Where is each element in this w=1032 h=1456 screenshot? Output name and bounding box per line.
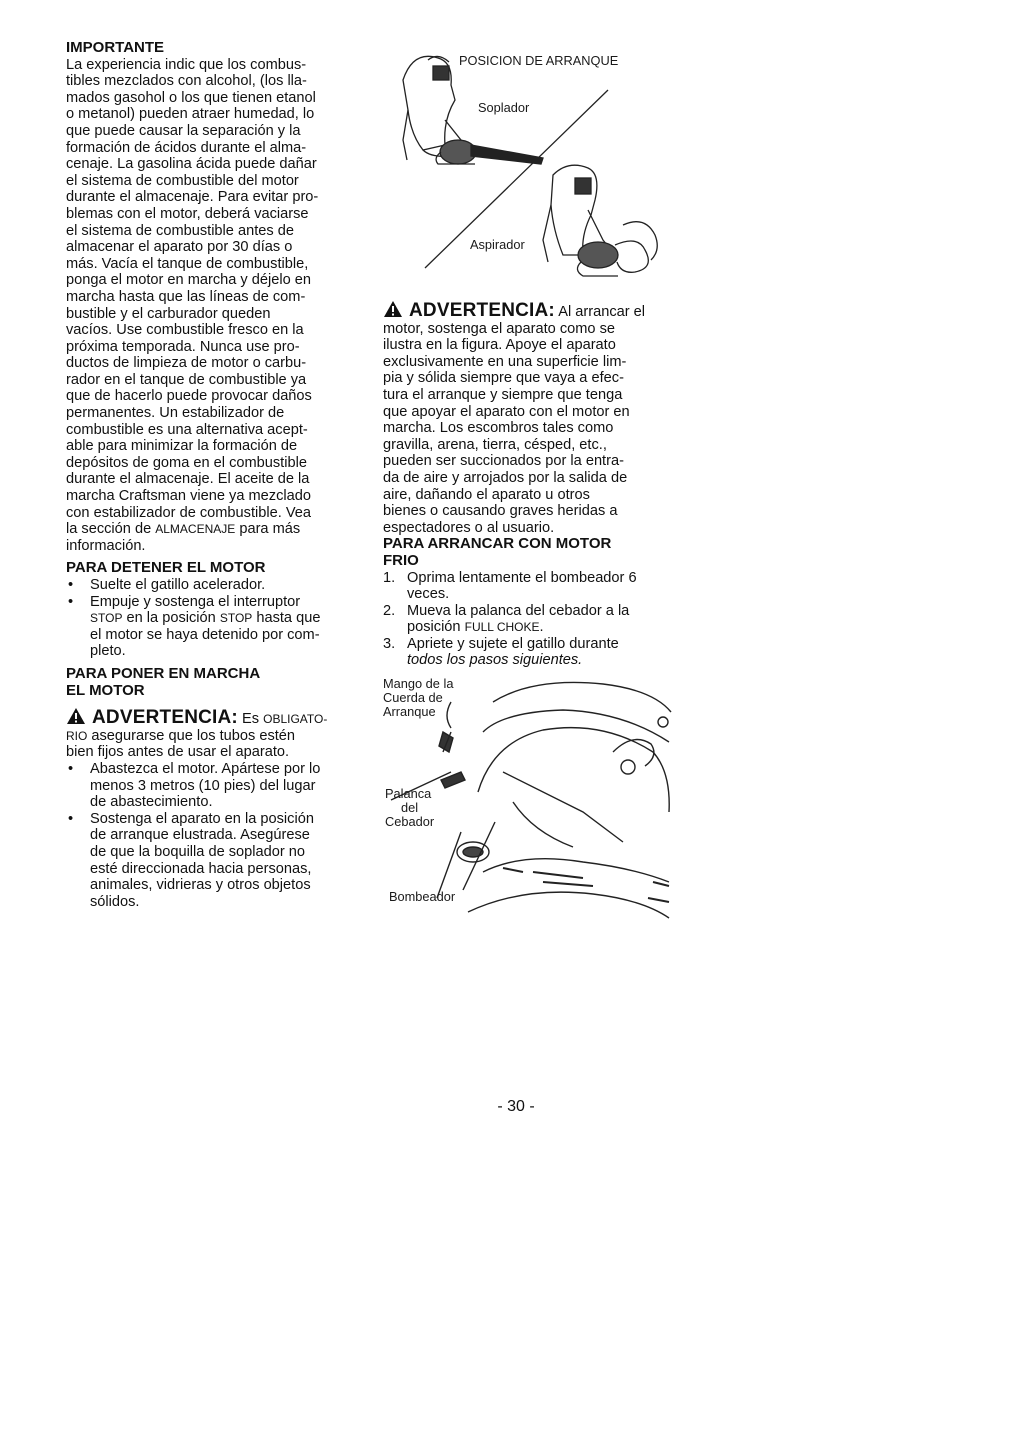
importante-line: cenaje. La gasolina ácida puede dañar (66, 156, 317, 173)
importante-line: combustible es una alternativa acept- (66, 421, 308, 438)
importante-line: almacenar el aparato por 30 días o (66, 239, 293, 256)
importante-line: blemas con el motor, deberá vaciarse (66, 205, 309, 222)
warning-1-line-2: RIO asegurarse que los tubos estén (66, 727, 296, 744)
warning-2-line: ilustra en la figura. Apoye el aparato (383, 337, 616, 354)
frio-heading-line-1: PARA ARRANCAR CON MOTOR (383, 535, 612, 553)
importante-line: permanentes. Un estabilizador de (66, 405, 285, 422)
detener-heading: PARA DETENER EL MOTOR (66, 559, 266, 577)
importante-line: que puede causar la separación y la (66, 122, 301, 139)
step-1: 1. Oprima lentamente el bombeador 6 veces. (383, 569, 637, 603)
importante-line: formación de ácidos durante el alma- (66, 139, 307, 156)
warning-2-paragraph (383, 321, 668, 537)
starting-position-figure (383, 40, 673, 290)
warning-2-line: marcha. Los escombros tales como (383, 420, 614, 437)
importante-line: marcha hasta que las líneas de com- (66, 288, 306, 305)
frio-heading-line-2: FRIO (383, 551, 419, 569)
warning-2-line: bienes o causando graves heridas a (383, 503, 618, 520)
warning-1: ADVERTENCIA: Es OBLIGATO- (66, 707, 366, 728)
importante-line: bustible y el carburador queden (66, 305, 271, 322)
importante-end-line: información. (66, 537, 146, 554)
importante-last-line: la sección de ALMACENAJE para más (66, 521, 301, 538)
step-3: 3. Apriete y sujete el gatillo durante todos los pasos siguientes. (383, 635, 619, 669)
importante-line: más. Vacía el tanque de combustible, (66, 255, 309, 272)
importante-line: tibles mezclados con alcohol, (los lla- (66, 73, 307, 90)
bullet-sostenga-line: animales, vidrieras y otros objetos (90, 877, 311, 894)
bullet-sostenga: • Sostenga el aparato en la posición de arranque elustrada. Asegúrese de que la boquilla de soplador no esté direccionada hacia personas, animales, vidrieras y otros objetos sólidos. (66, 811, 366, 911)
warning-2-line: tura el arranque y siempre que tenga (383, 386, 623, 403)
page-number: - 30 - (497, 1098, 535, 1115)
bullet-sostenga-line: sólidos. (90, 893, 140, 910)
bullet-sostenga-line: de arranque elustrada. Asegúrese (90, 827, 310, 844)
importante-line: ponga el motor en marcha y déjelo en (66, 272, 312, 289)
label-bombeador: Bombeador (389, 889, 456, 904)
importante-line: able para minimizar la formación de (66, 438, 298, 455)
warning-2-line: espectadores o al usuario. (383, 519, 555, 536)
warning-2-line: que apoyar el aparato con el motor en (383, 403, 630, 420)
bullet-abastezca-line: Abastezca el motor. Apártese por lo (90, 760, 321, 777)
label-mango: Mango de la Cuerda de Arranque (383, 676, 454, 719)
warning-1-line-3: bien fijos antes de usar el aparato. (66, 744, 290, 761)
warning-2-line: da de aire y arrojados por la salida de (383, 469, 628, 486)
poner-heading-line-1: PARA PONER EN MARCHA (66, 664, 261, 682)
importante-line: el sistema de combustible del motor (66, 172, 299, 189)
warning-2-line: gravilla, arena, tierra, césped, etc., (383, 436, 607, 453)
poner-heading-line-2: EL MOTOR (66, 681, 145, 699)
importante-line: mados gasohol o los que tienen etanol (66, 89, 316, 106)
label-soplador: Soplador (478, 100, 530, 115)
warning-2-line: motor, sostenga el aparato como se (383, 320, 616, 337)
importante-paragraph (66, 57, 366, 522)
importante-line: rador en el tanque de combustible ya (66, 371, 307, 388)
detener-bullet-1: • Suelte el gatillo acelerador. (68, 577, 266, 593)
left-column (66, 40, 366, 910)
importante-line: con estabilizador de combustible. Vea (66, 504, 312, 521)
engine-controls-figure (383, 672, 673, 934)
bullet-sostenga-line: Sostenga el aparato en la posición (90, 810, 314, 827)
bullet-abastezca-line: menos 3 metros (10 pies) del lugar (90, 777, 316, 794)
importante-line: ductos de limpieza de motor o carbu- (66, 355, 307, 372)
step-2: 2. Mueva la palanca del cebador a la posición FULL CHOKE. (383, 602, 630, 636)
importante-line: durante el almacenaje. El aceite de la (66, 471, 310, 488)
importante-line: La experiencia indic que los combus- (66, 56, 307, 73)
bullet-abastezca: • Abastezca el motor. Apártese por lo menos 3 metros (10 pies) del lugar de abastecimiento. (66, 761, 366, 811)
label-palanca: Palanca del Cebador (385, 786, 435, 829)
starting-position-illustration (383, 40, 673, 290)
warning-triangle-icon (383, 300, 403, 318)
warning-triangle-icon (66, 707, 86, 725)
right-column (383, 300, 668, 669)
label-aspirador: Aspirador (470, 237, 525, 252)
warning-2-line: aire, dañando el aparato u otros (383, 486, 590, 503)
importante-line: durante el almacenaje. Para evitar pro- (66, 189, 319, 206)
bullet-sostenga-line: esté direccionada hacia personas, (90, 860, 312, 877)
warning-2-line: pueden ser succionados por la entra- (383, 453, 624, 470)
importante-line: que de hacerlo puede provocar daños (66, 388, 312, 405)
importante-line: el sistema de combustible antes de (66, 222, 294, 239)
warning-2-line: pia y sólida siempre que vaya a efec- (383, 370, 624, 387)
warning-2-line: exclusivamente en una superficie lim- (383, 353, 627, 370)
importante-line: depósitos de goma en el combustible (66, 454, 307, 471)
warning-2: ADVERTENCIA: Al arrancar el (383, 300, 668, 321)
bullet-sostenga-line: de que la boquilla de soplador no (90, 843, 306, 860)
bullet-abastezca-line: de abastecimiento. (90, 794, 213, 811)
importante-line: próxima temporada. Nunca use pro- (66, 338, 300, 355)
importante-line: o metanol) pueden atraer humedad, lo (66, 106, 315, 123)
importante-line: marcha Craftsman viene ya mezclado (66, 488, 311, 505)
detener-bullet-2: • Empuje y sostenga el interruptor STOP en la posición STOP hasta que el motor se haya detenido por com- pleto. (68, 593, 321, 660)
figure-title: POSICION DE ARRANQUE (459, 53, 619, 68)
importante-line: vacíos. Use combustible fresco en la (66, 322, 304, 339)
importante-heading: IMPORTANTE (66, 39, 165, 56)
